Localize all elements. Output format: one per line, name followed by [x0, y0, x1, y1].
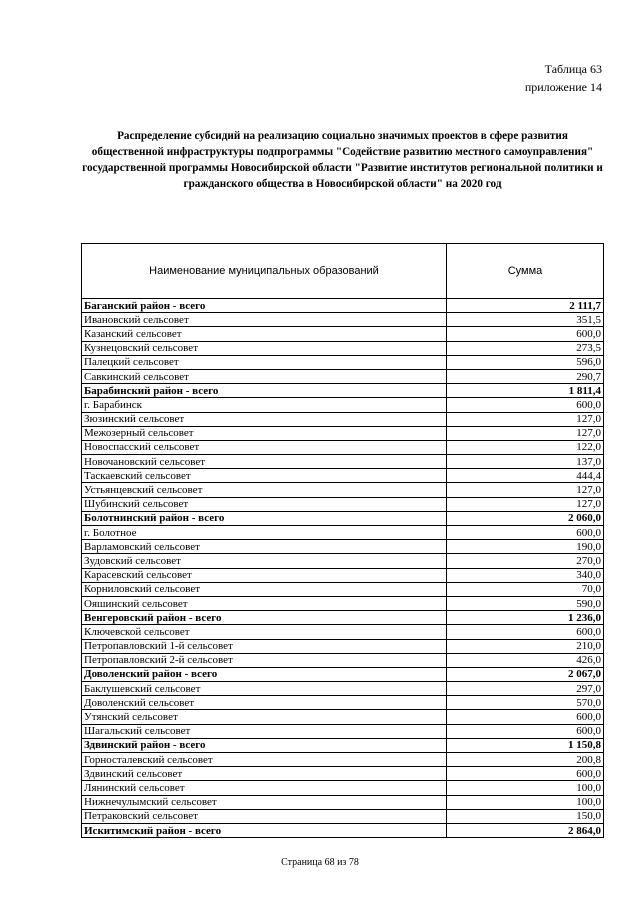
row-name: Ивановский сельсовет [82, 313, 447, 327]
table-row [82, 497, 604, 511]
document-title: Распределение субсидий на реализацию социально значимых проектов в сфере развития общественной инфраструктуры подпрограммы "Содействие развитию местного самоуправления" государственной программы Новосибирской области "Развитие институтов региональной политики и гражданского общества в Новосибирской области" на 2020 год [82, 130, 603, 190]
table-row [82, 455, 604, 469]
row-name: Венгеровский район - всего [82, 611, 447, 625]
row-name: Устьянцевский сельсовет [82, 483, 447, 497]
row-sum: 600,0 [447, 767, 604, 781]
row-name: Петропавловский 1-й сельсовет [82, 639, 447, 653]
row-name: Савкинский сельсовет [82, 369, 447, 383]
row-name: Доволенский район - всего [82, 667, 447, 681]
row-sum: 596,0 [447, 355, 604, 369]
row-sum: 600,0 [447, 625, 604, 639]
row-sum: 1 811,4 [447, 384, 604, 398]
table-row [82, 355, 604, 369]
row-name: Варламовский сельсовет [82, 540, 447, 554]
table-row [82, 724, 604, 738]
table-row-total [82, 384, 604, 398]
row-name: Петропавловский 2-й сельсовет [82, 653, 447, 667]
table-row [82, 426, 604, 440]
row-name: г. Барабинск [82, 398, 447, 412]
row-sum: 600,0 [447, 327, 604, 341]
row-name: Горносталевский сельсовет [82, 753, 447, 767]
row-name: Доволенский сельсовет [82, 696, 447, 710]
table-row-total [82, 299, 604, 313]
row-sum: 127,0 [447, 412, 604, 426]
table-number: Таблица 63 [544, 62, 602, 76]
row-sum: 2 111,7 [447, 299, 604, 313]
row-sum: 273,5 [447, 341, 604, 355]
row-name: Межозерный сельсовет [82, 426, 447, 440]
row-name: Новоспасский сельсовет [82, 440, 447, 454]
row-sum: 600,0 [447, 526, 604, 540]
table-row-total [82, 823, 604, 837]
row-name: Болотнинский район - всего [82, 511, 447, 525]
row-sum: 1 236,0 [447, 611, 604, 625]
row-sum: 210,0 [447, 639, 604, 653]
row-sum: 426,0 [447, 653, 604, 667]
row-sum: 200,8 [447, 753, 604, 767]
row-sum: 340,0 [447, 568, 604, 582]
table-row [82, 369, 604, 383]
row-sum: 351,5 [447, 313, 604, 327]
row-sum: 590,0 [447, 596, 604, 610]
table-row-total [82, 667, 604, 681]
row-name: Ключевской сельсовет [82, 625, 447, 639]
table-row [82, 781, 604, 795]
table-row [82, 809, 604, 823]
row-name: Шагальский сельсовет [82, 724, 447, 738]
row-sum: 2 864,0 [447, 823, 604, 837]
table-row-total [82, 611, 604, 625]
table-row [82, 313, 604, 327]
table-row [82, 639, 604, 653]
row-name: Карасевский сельсовет [82, 568, 447, 582]
row-sum: 270,0 [447, 554, 604, 568]
row-sum: 127,0 [447, 483, 604, 497]
table-row [82, 653, 604, 667]
table-row [82, 568, 604, 582]
row-sum: 600,0 [447, 724, 604, 738]
table-body [82, 299, 604, 838]
column-header-sum: Сумма [447, 244, 604, 299]
row-name: Утянский сельсовет [82, 710, 447, 724]
table-row [82, 398, 604, 412]
row-name: Здвинский район - всего [82, 738, 447, 752]
row-sum: 190,0 [447, 540, 604, 554]
table-row [82, 526, 604, 540]
row-name: Зудовский сельсовет [82, 554, 447, 568]
row-sum: 444,4 [447, 469, 604, 483]
row-sum: 1 150,8 [447, 738, 604, 752]
table-row [82, 327, 604, 341]
row-name: Здвинский сельсовет [82, 767, 447, 781]
row-sum: 100,0 [447, 795, 604, 809]
table-row [82, 483, 604, 497]
table-row [82, 710, 604, 724]
table-row [82, 795, 604, 809]
table-row [82, 469, 604, 483]
row-sum: 137,0 [447, 455, 604, 469]
row-name: Искитимский район - всего [82, 823, 447, 837]
row-name: Зюзинский сельсовет [82, 412, 447, 426]
row-sum: 290,7 [447, 369, 604, 383]
row-sum: 600,0 [447, 398, 604, 412]
column-header-name: Наименование муниципальных образований [82, 244, 447, 299]
table-row [82, 582, 604, 596]
table-row [82, 625, 604, 639]
table-row [82, 412, 604, 426]
row-sum: 150,0 [447, 809, 604, 823]
table-row [82, 341, 604, 355]
row-sum: 127,0 [447, 426, 604, 440]
row-name: Ояшинский сельсовет [82, 596, 447, 610]
row-name: Петраковский сельсовет [82, 809, 447, 823]
row-sum: 2 067,0 [447, 667, 604, 681]
row-sum: 70,0 [447, 582, 604, 596]
table-row [82, 696, 604, 710]
table-row [82, 554, 604, 568]
table-header-row [82, 244, 604, 299]
table-row-total [82, 511, 604, 525]
row-name: Корниловский сельсовет [82, 582, 447, 596]
table-reference [525, 60, 602, 96]
row-name: Лянинский сельсовет [82, 781, 447, 795]
row-name: Кузнецовский сельсовет [82, 341, 447, 355]
row-sum: 2 060,0 [447, 511, 604, 525]
table-row [82, 682, 604, 696]
row-sum: 122,0 [447, 440, 604, 454]
table-row [82, 753, 604, 767]
page-footer: Страница 68 из 78 [281, 857, 359, 868]
table-row [82, 767, 604, 781]
subsidy-table [81, 243, 603, 838]
table-row-total [82, 738, 604, 752]
row-sum: 297,0 [447, 682, 604, 696]
appendix-number: приложение 14 [524, 80, 602, 94]
row-sum: 600,0 [447, 710, 604, 724]
row-sum: 127,0 [447, 497, 604, 511]
row-name: Палецкий сельсовет [82, 355, 447, 369]
row-name: Нижнечулымский сельсовет [82, 795, 447, 809]
table-row [82, 540, 604, 554]
row-name: Барабинский район - всего [82, 384, 447, 398]
row-name: Баганский район - всего [82, 299, 447, 313]
row-name: Баклушевский сельсовет [82, 682, 447, 696]
table-row [82, 596, 604, 610]
row-name: Казанский сельсовет [82, 327, 447, 341]
row-name: г. Болотное [82, 526, 447, 540]
table-row [82, 440, 604, 454]
row-name: Таскаевский сельсовет [82, 469, 447, 483]
row-name: Новочановский сельсовет [82, 455, 447, 469]
row-sum: 100,0 [447, 781, 604, 795]
row-sum: 570,0 [447, 696, 604, 710]
row-name: Шубинский сельсовет [82, 497, 447, 511]
